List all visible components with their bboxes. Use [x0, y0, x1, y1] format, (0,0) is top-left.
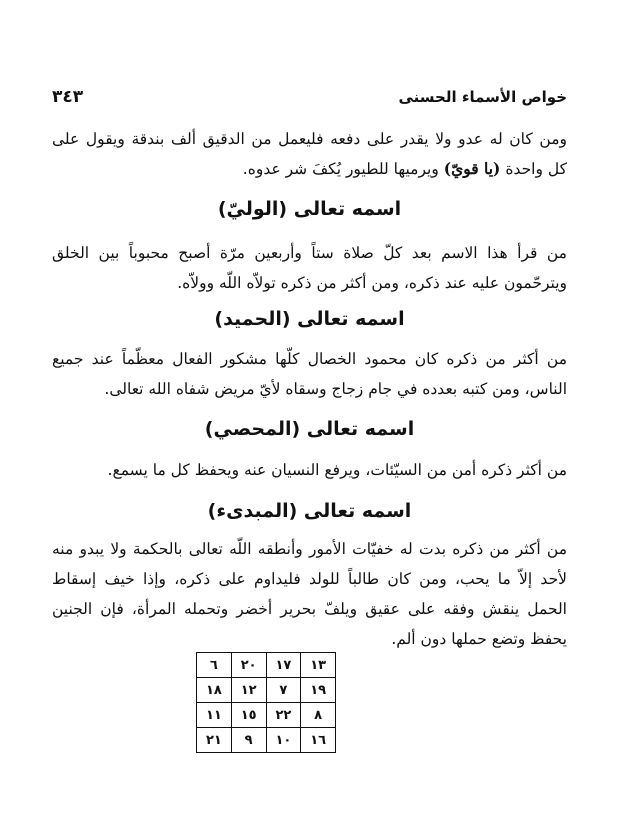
table-cell: ١٨: [197, 678, 232, 703]
section-heading-hamid: اسمه تعالى (الحميد): [214, 308, 405, 330]
section-heading-wali: اسمه تعالى (الوليّ): [217, 198, 402, 220]
intro-text-after: ويرميها للطيور يُكفَ شر عدوه.: [242, 160, 444, 178]
page-header: [52, 84, 567, 110]
table-cell: ٢٢: [266, 703, 301, 728]
table-cell: ١٩: [301, 678, 336, 703]
table-cell: ٨: [301, 703, 336, 728]
table-cell: ١٦: [301, 728, 336, 753]
table-row: [197, 703, 336, 728]
page-number: ٣٤٣: [52, 87, 84, 107]
table-cell: ١١: [197, 703, 232, 728]
table-cell: ١٥: [231, 703, 266, 728]
table-cell: ٩: [231, 728, 266, 753]
table-cell: ٧: [266, 678, 301, 703]
table-cell: ٦: [197, 653, 232, 678]
table-cell: ٢١: [197, 728, 232, 753]
table-cell: ١٧: [266, 653, 301, 678]
section-heading-muhsi: اسمه تعالى (المحصي): [204, 418, 415, 440]
table-cell: ١٣: [301, 653, 336, 678]
intro-text-before: ومن كان له عدو ولا يقدر على دفعه فليعمل من الدقيق ألف بندقة ويقول على كل واحدة: [52, 130, 567, 178]
table-cell: ١٢: [231, 678, 266, 703]
running-title: خواص الأسماء الحسنى: [398, 88, 567, 106]
table-row: [197, 678, 336, 703]
magic-square-table: [196, 652, 336, 753]
section-text-muhsi: من أكثر ذكره أمن من السيّئات، ويرفع النسيان عنه ويحفظ كل ما يسمع.: [107, 461, 567, 479]
section-text-wali: من قرأ هذا الاسم بعد كلّ صلاة ستاً وأربعين مرّة أصبح محبوباً بين الخلق ويترحّمون عليه عند ذكره، ومن أكثر من ذكره تولاّه اللّه وولاّه.: [52, 244, 567, 292]
intro-paragraph: [52, 124, 567, 184]
table-row: [197, 728, 336, 753]
section-text-hamid: من أكثر من ذكره كان محمود الخصال كلّها مشكور الفعال معظّماً عند جميع الناس، ومن كتبه بعدده في جام زجاج وسقاه لأيّ مريض شفاه الله تعالى.: [52, 350, 567, 398]
table-cell: ٢٠: [231, 653, 266, 678]
table-row: [197, 653, 336, 678]
intro-highlight: (يا قويّ): [443, 159, 501, 178]
section-heading-mubdi: اسمه تعالى (المبدىء): [207, 500, 412, 522]
section-text-mubdi: من أكثر من ذكره بدت له خفيّات الأمور وأنطقه اللّه تعالى بالحكمة ولا يبدو منه لأحد إلاّ ما يحب، ومن كان طالباً للولد فليداوم على ذكره، وإذا خيف إسقاط الحمل ينقش وفقه على عقيق ويلفّ بحرير أخضر وتحمله المرأة، فإن الجنين يحفظ وتضع حملها دون ألم.: [52, 540, 567, 648]
table-cell: ١٠: [266, 728, 301, 753]
